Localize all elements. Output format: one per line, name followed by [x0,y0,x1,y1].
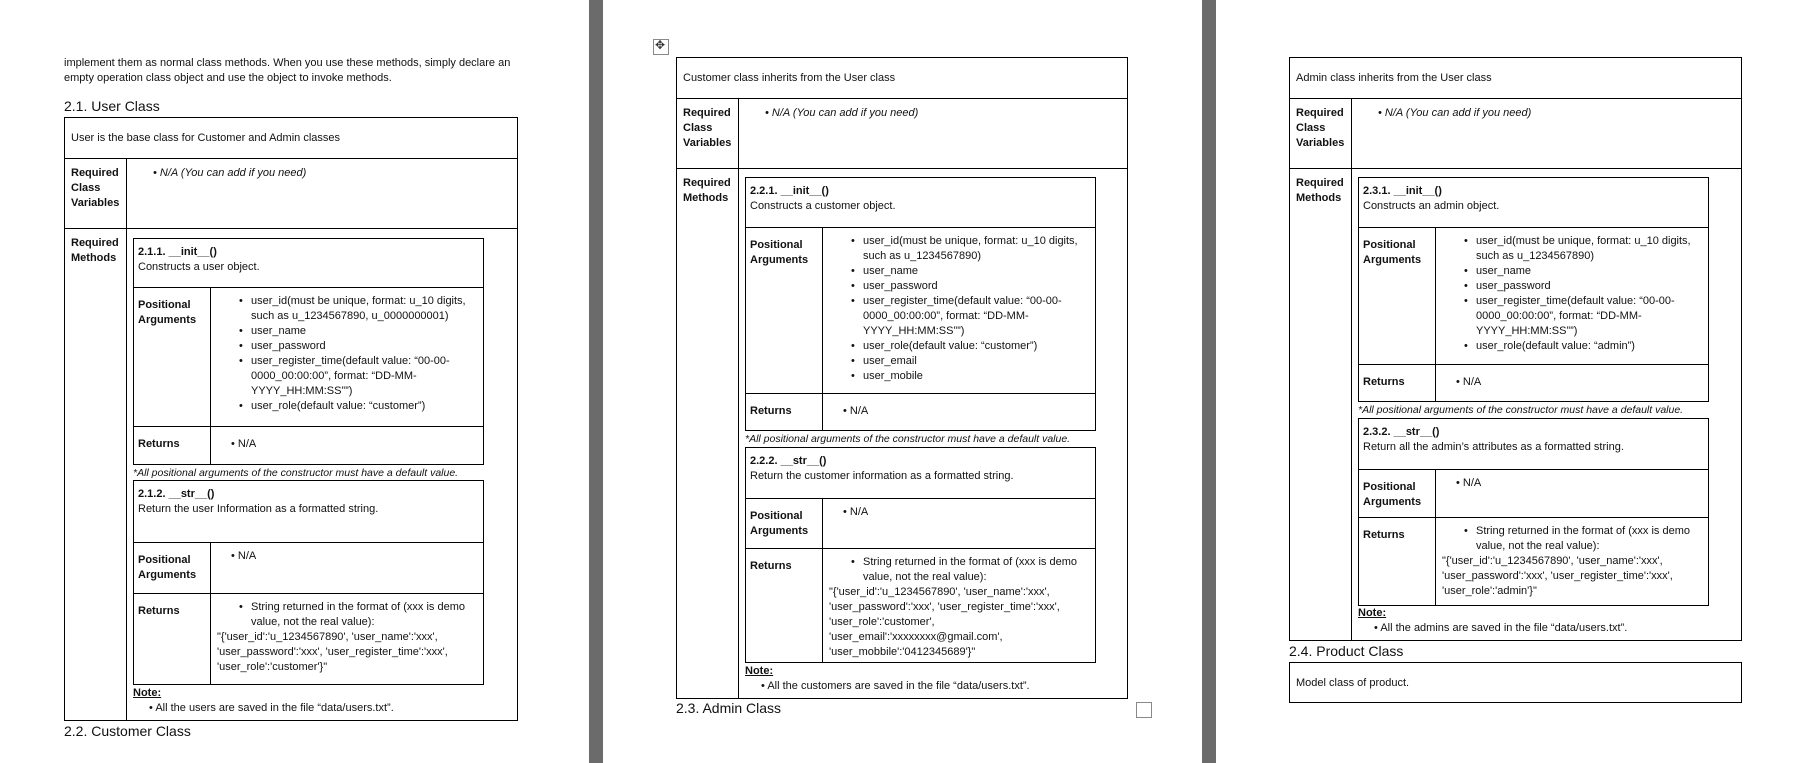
str-returns-list [829,555,1089,585]
init-arg-item: • user_mobile [863,369,1089,384]
init-args-list [217,294,477,414]
note-line: • All the users are saved in the file “data/users.txt”. [149,702,394,714]
page-2 [603,0,1202,763]
note-block [133,686,394,716]
page-gutter-left [589,0,603,763]
init-arg-item: • user_register_time(default value: “00-00-0000_00:00:00”, format: “DD-MM-YYYY_HH:MM:SS””) [1476,294,1702,339]
str-args-text: N/A [1462,477,1482,489]
page-gutter-right [1202,0,1216,763]
init-returns-label: Returns [746,394,823,430]
class-vars-row [65,159,517,229]
init-method-box [1358,177,1709,402]
init-arg-item: • user_register_time(default value: “00-00-0000_00:00:00”, format: “DD-MM-YYYY_HH:MM:SS””) [863,294,1089,339]
init-returns-text: N/A [1462,376,1482,388]
str-returns-row [1359,518,1708,605]
init-title: 2.1.1. __init__() [138,246,217,258]
class-desc-row [677,58,1127,99]
str-returns-list [217,600,477,630]
str-desc: Return all the admin’s attributes as a formatted string. [1363,441,1624,453]
init-header [134,239,483,288]
note-label: Note: [1358,607,1387,619]
str-returns-label: Returns [1359,518,1436,605]
init-returns-value: • N/A [843,405,869,417]
str-args-row [1359,470,1708,518]
str-returns-cell [211,594,483,684]
str-args-value: • N/A [231,550,257,562]
init-args-row [1359,228,1708,365]
footnote: *All positional arguments of the constructor must have a default value. [1358,404,1684,416]
init-desc: Constructs an admin object. [1363,200,1500,212]
init-args-row [746,228,1095,394]
str-args-label: Positional Arguments [746,499,823,548]
init-args-label: Positional Arguments [1359,228,1436,364]
str-method-box [133,480,484,685]
init-args-label: Positional Arguments [746,228,823,393]
init-returns-text: N/A [237,438,257,450]
str-args-label: Positional Arguments [134,543,211,593]
init-arg-item: • user_id(must be unique, format: u_10 digits, such as u_1234567890) [1476,234,1702,264]
note-block [745,664,1030,694]
init-returns-text: N/A [849,405,869,417]
product-desc: Model class of product. [1296,677,1410,689]
note-line: • All the customers are saved in the file “data/users.txt”. [761,680,1030,692]
str-returns-bullet: • String returned in the format of (xxx is demo value, not the real value): [863,555,1089,585]
str-title: 2.3.2. __str__() [1363,426,1440,438]
str-header [1359,419,1708,470]
page-1 [0,0,589,763]
intro-paragraph: implement them as normal class methods. When you use these methods, simply declare an empty operation class object and use the object to invoke methods. [64,57,511,84]
note-text: All the users are saved in the file “data/users.txt”. [155,702,394,714]
init-args-cell [823,228,1095,393]
str-args-value: • N/A [1456,477,1482,489]
methods-label: Required Methods [1290,169,1352,640]
class-vars-value: • N/A (You can add if you need) [1378,107,1532,119]
str-returns-format: "{'user_id':'u_1234567890', 'user_name':'xxx', 'user_password':'xxx', 'user_register_time':'xxx', 'user_role':'admin'}" [1442,555,1673,597]
str-method-box [1358,418,1709,606]
heading-customer-class: 2.2. Customer Class [64,723,191,739]
note-label: Note: [133,687,162,699]
init-arg-item: • user_password [251,339,477,354]
class-desc-row [1290,58,1741,99]
init-title: 2.3.1. __init__() [1363,185,1442,197]
init-arg-item: • user_role(default value: “customer”) [863,339,1089,354]
init-args-cell [1436,228,1708,364]
init-arg-item: • user_name [251,324,477,339]
str-returns-label: Returns [746,549,823,662]
str-args-value: • N/A [843,506,869,518]
class-desc-row [65,118,517,159]
heading-user-class: 2.1. User Class [64,98,160,114]
note-block [1358,606,1627,636]
heading-admin-class: 2.3. Admin Class [676,700,782,716]
init-header [1359,178,1708,228]
str-header [746,448,1095,499]
class-desc: User is the base class for Customer and Admin classes [71,132,341,144]
init-args-list [1442,234,1702,354]
init-title: 2.2.1. __init__() [750,185,829,197]
str-method-box [745,447,1096,663]
init-arg-item: • user_register_time(default value: “00-00-0000_00:00:00”, format: “DD-MM-YYYY_HH:MM:SS””) [251,354,477,399]
init-method-box [745,177,1096,431]
footnote: *All positional arguments of the constructor must have a default value. [133,467,459,479]
init-arg-item: • user_name [863,264,1089,279]
init-args-label: Positional Arguments [134,288,211,426]
init-arg-item: • user_password [863,279,1089,294]
class-vars-value: • N/A (You can add if you need) [153,167,307,179]
init-header [746,178,1095,228]
str-returns-label: Returns [134,594,211,684]
class-vars-label: Required Class Variables [677,99,739,168]
class-vars-row [1290,99,1741,169]
class-vars-row [677,99,1127,169]
class-vars-label: Required Class Variables [65,159,127,228]
class-vars-text: N/A (You can add if you need) [771,107,919,119]
init-arg-item: • user_id(must be unique, format: u_10 digits, such as u_1234567890) [863,234,1089,264]
str-args-row [746,499,1095,549]
str-args-row [134,543,483,594]
note-label: Note: [745,665,774,677]
init-arg-item: • user_name [1476,264,1702,279]
class-vars-text: N/A (You can add if you need) [1384,107,1532,119]
init-returns-label: Returns [1359,365,1436,401]
init-arg-item: • user_role(default value: “admin”) [1476,339,1702,354]
str-args-label: Positional Arguments [1359,470,1436,517]
class-desc: Admin class inherits from the User class [1296,72,1492,84]
init-returns-label: Returns [134,427,211,464]
str-title: 2.2.2. __str__() [750,455,827,467]
init-args-cell [211,288,483,426]
init-arg-item: • user_password [1476,279,1702,294]
str-returns-row [134,594,483,684]
note-text: All the customers are saved in the file “data/users.txt”. [767,680,1030,692]
class-vars-label: Required Class Variables [1290,99,1352,168]
str-returns-format: "{'user_id':'u_1234567890', 'user_name':'xxx', 'user_password':'xxx', 'user_register_time':'xxx', 'user_role':'customer', 'user_email':'xxxxxxxx@gmail.com', 'user_mobbile':'0412345689'}" [829,586,1060,658]
str-returns-list [1442,524,1702,554]
init-arg-item: • user_role(default value: “customer”) [251,399,477,414]
str-returns-format: "{'user_id':'u_1234567890', 'user_name':'xxx', 'user_password':'xxx', 'user_register_time':'xxx', 'user_role':'customer'}" [217,631,448,673]
str-header [134,481,483,543]
init-arg-item: • user_id(must be unique, format: u_10 digits, such as u_1234567890, u_0000000001) [251,294,477,324]
init-args-list [829,234,1089,384]
init-returns-value: • N/A [231,438,257,450]
class-vars-value: • N/A (You can add if you need) [765,107,919,119]
class-vars-text: N/A (You can add if you need) [159,167,307,179]
init-returns-row [1359,365,1708,401]
init-desc: Constructs a customer object. [750,200,896,212]
str-args-text: N/A [849,506,869,518]
str-returns-bullet: • String returned in the format of (xxx is demo value, not the real value): [1476,524,1702,554]
init-method-box [133,238,484,465]
table-move-handle-icon[interactable] [653,39,669,55]
str-args-text: N/A [237,550,257,562]
str-desc: Return the customer information as a formatted string. [750,470,1014,482]
init-returns-row [746,394,1095,430]
product-class-table [1289,662,1742,703]
str-desc: Return the user Information as a formatted string. [138,503,379,515]
page-3 [1216,0,1799,763]
heading-product-class: 2.4. Product Class [1289,643,1404,659]
footnote: *All positional arguments of the constructor must have a default value. [745,433,1071,445]
str-returns-cell [1436,518,1708,605]
init-desc: Constructs a user object. [138,261,260,273]
init-arg-item: • user_email [863,354,1089,369]
init-args-row [134,288,483,427]
init-returns-value: • N/A [1456,376,1482,388]
class-desc: Customer class inherits from the User class [683,72,896,84]
str-title: 2.1.2. __str__() [138,488,215,500]
note-text: All the admins are saved in the file “data/users.txt”. [1380,622,1628,634]
methods-label: Required Methods [677,169,739,698]
str-returns-row [746,549,1095,662]
init-returns-row [134,427,483,464]
end-marker-box [1136,702,1152,718]
note-line: • All the admins are saved in the file “data/users.txt”. [1374,622,1628,634]
str-returns-cell [823,549,1095,662]
methods-label: Required Methods [65,229,127,720]
str-returns-bullet: • String returned in the format of (xxx is demo value, not the real value): [251,600,477,630]
